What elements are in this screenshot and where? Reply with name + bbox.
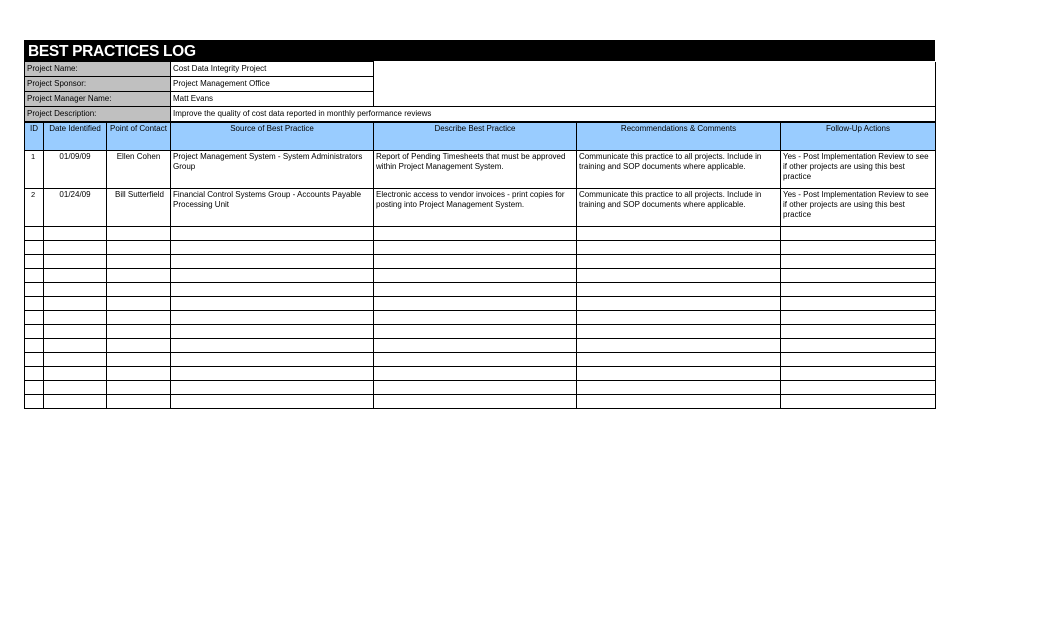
empty-cell[interactable] <box>25 255 44 269</box>
empty-cell[interactable] <box>44 381 107 395</box>
table-row <box>25 189 936 227</box>
empty-cell[interactable] <box>374 311 577 325</box>
empty-table-row <box>25 325 936 339</box>
empty-cell[interactable] <box>374 241 577 255</box>
empty-cell[interactable] <box>374 227 577 241</box>
cell-followup[interactable]: Yes - Post Implementation Review to see if other projects are using this best practice <box>781 189 936 227</box>
cell-date[interactable]: 01/09/09 <box>44 151 107 189</box>
empty-cell[interactable] <box>171 269 374 283</box>
empty-cell[interactable] <box>44 339 107 353</box>
empty-cell[interactable] <box>171 283 374 297</box>
log-title: BEST PRACTICES LOG <box>24 40 935 61</box>
empty-cell[interactable] <box>25 353 44 367</box>
empty-cell[interactable] <box>781 339 936 353</box>
cell-poc[interactable]: Bill Sutterfield <box>107 189 171 227</box>
empty-cell[interactable] <box>781 381 936 395</box>
empty-cell[interactable] <box>44 255 107 269</box>
best-practices-log-sheet <box>24 40 935 409</box>
empty-cell[interactable] <box>781 241 936 255</box>
project-sponsor-row <box>25 77 936 92</box>
empty-cell[interactable] <box>171 381 374 395</box>
empty-cell[interactable] <box>25 381 44 395</box>
empty-cell[interactable] <box>171 353 374 367</box>
empty-cell[interactable] <box>25 227 44 241</box>
empty-cell[interactable] <box>107 381 171 395</box>
empty-cell[interactable] <box>577 353 781 367</box>
empty-cell[interactable] <box>25 297 44 311</box>
empty-cell[interactable] <box>374 381 577 395</box>
empty-cell[interactable] <box>25 269 44 283</box>
empty-cell[interactable] <box>171 241 374 255</box>
empty-cell[interactable] <box>107 325 171 339</box>
empty-cell[interactable] <box>171 311 374 325</box>
project-description-label: Project Description: <box>25 107 171 122</box>
empty-table-row <box>25 255 936 269</box>
col-header-id: ID <box>25 123 44 151</box>
empty-cell[interactable] <box>781 395 936 409</box>
cell-describe[interactable]: Electronic access to vendor invoices - print copies for posting into Project Management System. <box>374 189 577 227</box>
empty-cell[interactable] <box>25 395 44 409</box>
empty-cell[interactable] <box>781 353 936 367</box>
empty-table-row <box>25 227 936 241</box>
empty-table-row <box>25 297 936 311</box>
cell-id[interactable]: 1 <box>25 151 44 189</box>
empty-cell[interactable] <box>781 227 936 241</box>
empty-cell[interactable] <box>171 255 374 269</box>
empty-rows <box>25 227 936 409</box>
empty-cell[interactable] <box>107 227 171 241</box>
project-manager-row <box>25 92 936 107</box>
cell-id[interactable]: 2 <box>25 189 44 227</box>
project-manager-label: Project Manager Name: <box>25 92 171 107</box>
empty-cell[interactable] <box>374 255 577 269</box>
project-info-table <box>24 61 936 122</box>
empty-cell[interactable] <box>25 325 44 339</box>
empty-cell[interactable] <box>577 227 781 241</box>
empty-cell[interactable] <box>25 283 44 297</box>
empty-cell[interactable] <box>374 395 577 409</box>
col-header-followup: Follow-Up Actions <box>781 123 936 151</box>
empty-table-row <box>25 241 936 255</box>
empty-cell[interactable] <box>577 297 781 311</box>
empty-cell[interactable] <box>374 367 577 381</box>
empty-cell[interactable] <box>781 297 936 311</box>
table-header-row <box>25 123 936 151</box>
empty-cell[interactable] <box>107 339 171 353</box>
cell-source[interactable]: Financial Control Systems Group - Accounts Payable Processing Unit <box>171 189 374 227</box>
empty-cell[interactable] <box>25 311 44 325</box>
col-header-source: Source of Best Practice <box>171 123 374 151</box>
blank-cell <box>374 62 936 77</box>
col-header-date: Date Identified <box>44 123 107 151</box>
empty-cell[interactable] <box>781 269 936 283</box>
empty-cell[interactable] <box>44 311 107 325</box>
empty-cell[interactable] <box>44 353 107 367</box>
empty-cell[interactable] <box>107 255 171 269</box>
empty-cell[interactable] <box>374 283 577 297</box>
empty-cell[interactable] <box>44 367 107 381</box>
empty-cell[interactable] <box>374 269 577 283</box>
empty-cell[interactable] <box>107 353 171 367</box>
blank-cell <box>374 92 936 107</box>
project-name-value[interactable]: Cost Data Integrity Project <box>171 62 374 77</box>
cell-followup[interactable]: Yes - Post Implementation Review to see if other projects are using this best practice <box>781 151 936 189</box>
empty-cell[interactable] <box>171 367 374 381</box>
cell-recommend[interactable]: Communicate this practice to all projects. Include in training and SOP documents where applicable. <box>577 151 781 189</box>
project-description-value[interactable]: Improve the quality of cost data reported in monthly performance reviews <box>171 107 936 122</box>
table-row <box>25 151 936 189</box>
empty-cell[interactable] <box>171 395 374 409</box>
empty-cell[interactable] <box>44 283 107 297</box>
empty-cell[interactable] <box>577 381 781 395</box>
cell-poc[interactable]: Ellen Cohen <box>107 151 171 189</box>
empty-cell[interactable] <box>374 339 577 353</box>
empty-cell[interactable] <box>107 367 171 381</box>
empty-cell[interactable] <box>577 339 781 353</box>
empty-table-row <box>25 381 936 395</box>
empty-cell[interactable] <box>781 311 936 325</box>
empty-cell[interactable] <box>577 367 781 381</box>
empty-cell[interactable] <box>577 311 781 325</box>
empty-cell[interactable] <box>44 269 107 283</box>
empty-table-row <box>25 353 936 367</box>
project-sponsor-label: Project Sponsor: <box>25 77 171 92</box>
empty-cell[interactable] <box>25 367 44 381</box>
project-name-row <box>25 62 936 77</box>
empty-cell[interactable] <box>374 353 577 367</box>
empty-cell[interactable] <box>171 227 374 241</box>
empty-cell[interactable] <box>374 297 577 311</box>
empty-cell[interactable] <box>25 241 44 255</box>
empty-cell[interactable] <box>577 395 781 409</box>
empty-table-row <box>25 283 936 297</box>
col-header-poc: Point of Contact <box>107 123 171 151</box>
empty-cell[interactable] <box>44 395 107 409</box>
empty-table-row <box>25 367 936 381</box>
empty-cell[interactable] <box>107 311 171 325</box>
empty-cell[interactable] <box>577 255 781 269</box>
empty-table-row <box>25 339 936 353</box>
empty-cell[interactable] <box>25 339 44 353</box>
empty-cell[interactable] <box>577 269 781 283</box>
empty-cell[interactable] <box>107 283 171 297</box>
cell-date[interactable]: 01/24/09 <box>44 189 107 227</box>
empty-cell[interactable] <box>781 255 936 269</box>
empty-cell[interactable] <box>577 241 781 255</box>
empty-table-row <box>25 269 936 283</box>
cell-source[interactable]: Project Management System - System Administrators Group <box>171 151 374 189</box>
blank-cell <box>374 77 936 92</box>
empty-cell[interactable] <box>44 227 107 241</box>
cell-recommend[interactable]: Communicate this practice to all projects. Include in training and SOP documents where applicable. <box>577 189 781 227</box>
project-description-row <box>25 107 936 122</box>
empty-cell[interactable] <box>374 325 577 339</box>
empty-cell[interactable] <box>781 283 936 297</box>
empty-cell[interactable] <box>44 325 107 339</box>
col-header-describe: Describe Best Practice <box>374 123 577 151</box>
empty-cell[interactable] <box>577 283 781 297</box>
cell-describe[interactable]: Report of Pending Timesheets that must be approved within Project Management System. <box>374 151 577 189</box>
empty-cell[interactable] <box>44 241 107 255</box>
empty-cell[interactable] <box>171 297 374 311</box>
empty-cell[interactable] <box>171 325 374 339</box>
empty-table-row <box>25 311 936 325</box>
best-practices-table <box>24 122 936 409</box>
empty-cell[interactable] <box>107 241 171 255</box>
empty-cell[interactable] <box>44 297 107 311</box>
empty-cell[interactable] <box>107 269 171 283</box>
empty-cell[interactable] <box>107 297 171 311</box>
col-header-recommend: Recommendations & Comments <box>577 123 781 151</box>
project-manager-value[interactable]: Matt Evans <box>171 92 374 107</box>
empty-cell[interactable] <box>577 325 781 339</box>
empty-table-row <box>25 395 936 409</box>
empty-cell[interactable] <box>107 395 171 409</box>
project-name-label: Project Name: <box>25 62 171 77</box>
project-sponsor-value[interactable]: Project Management Office <box>171 77 374 92</box>
empty-cell[interactable] <box>781 367 936 381</box>
empty-cell[interactable] <box>781 325 936 339</box>
empty-cell[interactable] <box>171 339 374 353</box>
